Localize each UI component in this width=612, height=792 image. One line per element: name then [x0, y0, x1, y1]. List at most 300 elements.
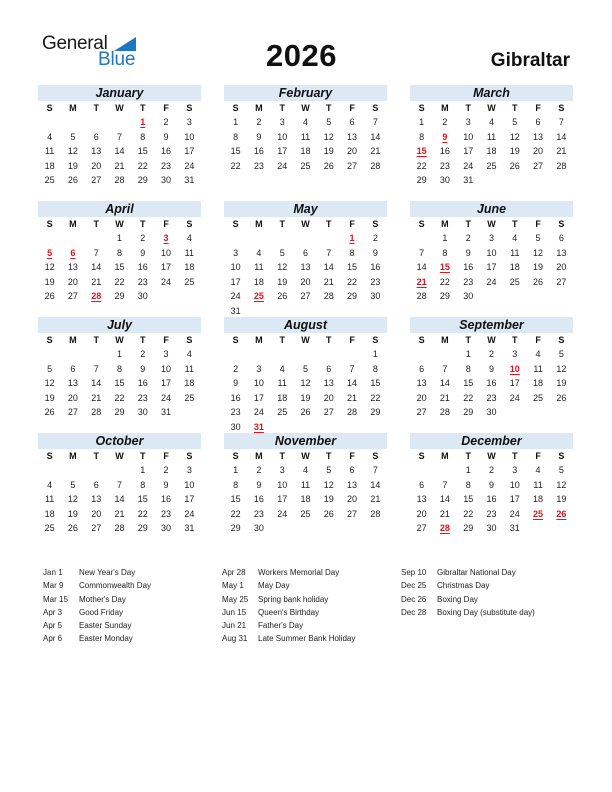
logo-text-blue: Blue [98, 49, 136, 70]
holiday-date-label: Jun 15 [222, 607, 247, 617]
date-cell: 12 [67, 494, 78, 504]
date-cell: 8 [233, 131, 239, 142]
date-cell: 25 [44, 175, 55, 185]
date-cell: 19 [67, 160, 78, 171]
holiday-date: 26 [556, 508, 567, 519]
weekday-label: T [465, 219, 471, 229]
month-may [224, 201, 387, 318]
weekday-label: F [163, 451, 169, 461]
date-cell: 27 [300, 291, 311, 301]
date-cell: 8 [140, 131, 146, 142]
date-cell: 26 [67, 175, 78, 185]
date-cell: 19 [533, 262, 544, 272]
empty-cell [85, 463, 108, 478]
date-cell: 2 [442, 117, 448, 127]
date-cell: 9 [233, 378, 239, 388]
holiday-date-label: Mar 15 [43, 594, 68, 604]
weekday-label: S [558, 103, 565, 113]
date-cell: 5 [47, 363, 53, 374]
date-cell: 30 [137, 291, 148, 301]
weekday-label: T [512, 219, 518, 229]
weekday-label: T [93, 219, 99, 229]
empty-cell [247, 231, 270, 246]
date-cell: 12 [533, 247, 544, 258]
date-cell: 24 [277, 508, 288, 519]
date-cell: 5 [70, 479, 76, 490]
date-cell: 19 [323, 494, 334, 504]
date-cell: 24 [184, 508, 195, 519]
date-cell: 23 [370, 276, 381, 287]
holiday-name: Christmas Day [437, 581, 490, 591]
weekday-label: S [372, 219, 379, 229]
date-cell: 8 [233, 479, 239, 490]
date-cell: 30 [137, 407, 148, 417]
holiday-column [222, 566, 402, 646]
holiday-date-label: Jan 1 [43, 568, 63, 577]
date-cell: 12 [509, 131, 520, 142]
month-title: December [410, 433, 573, 449]
holiday-item [222, 593, 402, 606]
empty-cell [85, 115, 108, 130]
date-cell: 17 [277, 146, 288, 156]
date-cell: 11 [254, 262, 264, 272]
weekday-label: S [232, 335, 239, 345]
date-cell: 27 [347, 160, 358, 171]
date-cell: 25 [44, 523, 55, 533]
date-cell: 29 [230, 523, 241, 533]
weekday-label: T [93, 335, 99, 345]
date-cell: 7 [93, 247, 99, 258]
month-april [38, 201, 201, 304]
holiday-date-label: Mar 9 [43, 581, 64, 591]
date-cell: 9 [140, 247, 146, 258]
empty-cell [433, 347, 456, 362]
date-cell: 12 [323, 479, 334, 490]
date-cell: 10 [486, 247, 497, 258]
date-cell: 29 [347, 291, 358, 301]
weekday-label: W [487, 103, 496, 113]
date-cell: 3 [488, 233, 494, 243]
date-cell: 1 [442, 233, 448, 243]
holiday-date: 25 [253, 291, 264, 301]
date-cell: 22 [463, 392, 474, 403]
holiday-date: 1 [140, 117, 146, 127]
weekday-label: M [255, 451, 263, 461]
weekday-label: S [558, 219, 565, 229]
date-cell: 11 [44, 146, 55, 156]
holiday-date-label: Apr 3 [43, 607, 63, 617]
date-cell: 19 [44, 392, 55, 403]
date-cell: 9 [372, 247, 378, 258]
date-cell: 7 [558, 117, 564, 127]
date-cell: 19 [300, 392, 311, 403]
holiday-date-label: Apr 28 [222, 568, 246, 577]
date-cell: 14 [347, 378, 358, 388]
date-cell: 30 [370, 291, 381, 301]
date-cell: 18 [509, 262, 520, 272]
date-cell: 5 [535, 233, 541, 243]
weekday-label: T [93, 451, 99, 461]
date-cell: 4 [512, 233, 518, 243]
weekday-label: S [46, 219, 53, 229]
holiday-name: Boxing Day [437, 594, 478, 604]
date-cell: 17 [277, 494, 288, 504]
date-cell: 8 [349, 247, 355, 258]
date-cell: 16 [486, 378, 497, 388]
date-cell: 16 [137, 262, 148, 272]
holiday-item [401, 579, 581, 592]
weekday-label: M [69, 103, 77, 113]
date-cell: 2 [233, 363, 239, 374]
date-cell: 13 [347, 131, 358, 142]
holiday-date: 28 [439, 523, 450, 533]
date-cell: 13 [533, 131, 544, 142]
date-cell: 15 [463, 494, 474, 504]
holiday-date: 10 [509, 363, 520, 374]
date-cell: 6 [419, 363, 425, 374]
date-cell: 26 [556, 392, 567, 403]
weekday-label: M [255, 103, 263, 113]
empty-cell [38, 347, 61, 362]
date-cell: 22 [416, 160, 427, 171]
date-cell: 27 [416, 407, 427, 417]
weekday-label: W [301, 219, 310, 229]
date-cell: 7 [442, 479, 448, 490]
date-cell: 16 [486, 494, 497, 504]
empty-cell [317, 347, 340, 362]
date-cell: 25 [184, 276, 195, 287]
date-cell: 17 [509, 494, 520, 504]
date-cell: 9 [488, 363, 494, 374]
date-cell: 3 [186, 465, 192, 475]
date-cell: 11 [533, 363, 543, 374]
date-cell: 12 [277, 262, 288, 272]
date-cell: 4 [302, 465, 308, 475]
holiday-date-label: May 1 [222, 581, 244, 591]
date-cell: 23 [137, 276, 148, 287]
date-cell: 12 [44, 378, 55, 388]
date-cell: 22 [347, 276, 358, 287]
holiday-date: 1 [349, 233, 355, 243]
date-cell: 28 [114, 523, 125, 533]
date-cell: 20 [67, 392, 78, 403]
date-cell: 31 [230, 305, 241, 316]
date-cell: 21 [91, 392, 102, 403]
date-cell: 10 [277, 131, 288, 142]
date-cell: 30 [230, 421, 241, 432]
holiday-date: 25 [533, 508, 544, 519]
holiday-item [222, 632, 402, 645]
date-cell: 29 [463, 523, 474, 533]
empty-cell [433, 463, 456, 478]
date-cell: 8 [465, 479, 471, 490]
empty-cell [294, 231, 317, 246]
date-cell: 7 [419, 247, 425, 258]
month-august [224, 317, 387, 434]
date-cell: 22 [230, 508, 241, 519]
weekday-label: M [69, 451, 77, 461]
date-cell: 18 [184, 378, 195, 388]
holiday-date: 3 [163, 233, 169, 243]
date-cell: 14 [91, 262, 102, 272]
empty-cell [410, 231, 433, 246]
date-cell: 14 [439, 378, 450, 388]
date-cell: 2 [163, 117, 169, 127]
date-cell: 23 [439, 160, 450, 171]
date-cell: 15 [137, 146, 148, 156]
date-cell: 12 [556, 479, 567, 490]
date-cell: 19 [323, 146, 334, 156]
date-cell: 11 [300, 131, 311, 142]
date-cell: 21 [439, 508, 450, 519]
holiday-item [401, 593, 581, 606]
date-cell: 22 [230, 160, 241, 171]
date-cell: 6 [70, 363, 76, 374]
date-cell: 21 [323, 276, 334, 287]
holiday-date: 15 [416, 146, 427, 156]
empty-cell [224, 231, 247, 246]
date-cell: 20 [347, 494, 358, 504]
date-cell: 9 [140, 363, 146, 374]
date-cell: 3 [512, 349, 518, 359]
date-cell: 13 [323, 378, 334, 388]
weekday-label: T [279, 219, 285, 229]
holiday-name: Good Friday [79, 607, 124, 617]
date-cell: 16 [253, 146, 264, 156]
empty-cell [38, 463, 61, 478]
weekday-label: S [186, 335, 193, 345]
weekday-label: W [115, 103, 124, 113]
date-cell: 22 [439, 276, 450, 287]
date-cell: 24 [509, 508, 520, 519]
date-cell: 7 [93, 363, 99, 374]
date-cell: 7 [442, 363, 448, 374]
date-cell: 10 [230, 262, 241, 272]
date-cell: 16 [161, 146, 172, 156]
holiday-date: 21 [416, 276, 427, 287]
date-cell: 23 [230, 407, 241, 417]
date-cell: 12 [300, 378, 311, 388]
date-cell: 17 [486, 262, 497, 272]
date-cell: 23 [137, 392, 148, 403]
date-cell: 27 [556, 276, 567, 287]
date-cell: 21 [347, 392, 358, 403]
date-cell: 12 [323, 131, 334, 142]
date-cell: 16 [137, 378, 148, 388]
weekday-label: T [512, 335, 518, 345]
date-cell: 11 [184, 363, 195, 374]
holiday-date: 9 [442, 131, 448, 142]
holiday-item [43, 606, 223, 619]
holiday-column [401, 566, 581, 619]
month-title: August [224, 317, 387, 333]
date-cell: 6 [535, 117, 541, 127]
date-cell: 17 [509, 378, 520, 388]
date-cell: 18 [533, 378, 544, 388]
date-cell: 5 [70, 131, 76, 142]
empty-cell [317, 231, 340, 246]
date-cell: 26 [277, 291, 288, 301]
date-cell: 14 [556, 131, 567, 142]
date-cell: 2 [372, 233, 378, 243]
month-december [410, 433, 573, 536]
empty-cell [294, 347, 317, 362]
weekday-label: F [349, 335, 355, 345]
weekday-label: T [279, 335, 285, 345]
date-cell: 27 [91, 175, 102, 185]
date-cell: 17 [161, 262, 172, 272]
date-cell: 13 [416, 378, 427, 388]
holiday-date-label: Apr 5 [43, 621, 63, 631]
date-cell: 27 [91, 523, 102, 533]
empty-cell [247, 347, 270, 362]
date-cell: 3 [233, 247, 239, 258]
date-cell: 19 [556, 378, 567, 388]
date-cell: 24 [230, 291, 241, 301]
date-cell: 12 [67, 146, 78, 156]
date-cell: 7 [116, 479, 122, 490]
holiday-name: Boxing Day (substitute day) [437, 607, 535, 617]
date-cell: 1 [465, 349, 471, 359]
weekday-label: W [301, 103, 310, 113]
date-cell: 16 [253, 494, 264, 504]
holiday-date: 15 [439, 262, 450, 272]
date-cell: 26 [323, 160, 334, 171]
date-cell: 31 [161, 407, 172, 417]
date-cell: 14 [370, 131, 381, 142]
date-cell: 21 [370, 494, 381, 504]
date-cell: 13 [347, 479, 358, 490]
date-cell: 4 [535, 465, 541, 475]
date-cell: 15 [463, 378, 474, 388]
date-cell: 13 [91, 494, 102, 504]
weekday-label: S [418, 451, 425, 461]
holiday-item [43, 566, 223, 579]
date-cell: 23 [463, 276, 474, 287]
date-cell: 8 [116, 363, 122, 374]
date-cell: 11 [300, 479, 311, 490]
weekday-label: F [349, 219, 355, 229]
weekday-label: S [372, 451, 379, 461]
date-cell: 19 [509, 146, 520, 156]
weekday-label: S [418, 103, 425, 113]
date-cell: 29 [114, 407, 125, 417]
holiday-name: Easter Sunday [79, 621, 132, 631]
date-cell: 30 [486, 523, 497, 533]
date-cell: 13 [91, 146, 102, 156]
date-cell: 14 [370, 479, 381, 490]
empty-cell [85, 347, 108, 362]
date-cell: 21 [439, 392, 450, 403]
date-cell: 18 [184, 262, 195, 272]
date-cell: 2 [256, 117, 262, 127]
weekday-label: W [115, 451, 124, 461]
date-cell: 28 [347, 407, 358, 417]
date-cell: 20 [416, 508, 427, 519]
weekday-label: S [186, 219, 193, 229]
weekday-label: S [372, 335, 379, 345]
date-cell: 25 [300, 508, 311, 519]
date-cell: 3 [465, 117, 471, 127]
date-cell: 26 [67, 523, 78, 533]
date-cell: 9 [488, 479, 494, 490]
holiday-item [401, 566, 581, 579]
date-cell: 19 [44, 276, 55, 287]
date-cell: 19 [67, 508, 78, 519]
date-cell: 26 [44, 291, 55, 301]
date-cell: 8 [140, 479, 146, 490]
date-cell: 20 [416, 392, 427, 403]
weekday-label: W [487, 335, 496, 345]
date-cell: 30 [253, 523, 264, 533]
date-cell: 11 [184, 247, 195, 258]
weekday-label: W [487, 451, 496, 461]
date-cell: 8 [442, 247, 448, 258]
holiday-date-label: Dec 26 [401, 594, 427, 604]
date-cell: 24 [277, 160, 288, 171]
date-cell: 3 [163, 349, 169, 359]
date-cell: 14 [439, 494, 450, 504]
date-cell: 3 [256, 363, 262, 374]
date-cell: 20 [91, 160, 102, 171]
date-cell: 15 [114, 378, 125, 388]
weekday-label: M [255, 335, 263, 345]
date-cell: 11 [510, 247, 520, 258]
date-cell: 4 [488, 117, 494, 127]
holiday-column [43, 566, 223, 646]
date-cell: 26 [323, 508, 334, 519]
date-cell: 31 [463, 175, 474, 185]
holiday-date-label: Apr 6 [43, 634, 63, 644]
date-cell: 14 [416, 262, 427, 272]
date-cell: 10 [184, 131, 195, 142]
holiday-item [401, 606, 581, 619]
date-cell: 8 [465, 363, 471, 374]
holiday-name: Mother's Day [79, 594, 126, 604]
date-cell: 1 [116, 233, 122, 243]
date-cell: 20 [67, 276, 78, 287]
date-cell: 16 [230, 392, 241, 403]
date-cell: 17 [161, 378, 172, 388]
weekday-label: W [487, 219, 496, 229]
date-cell: 7 [349, 363, 355, 374]
date-cell: 15 [370, 378, 381, 388]
date-cell: 2 [163, 465, 169, 475]
date-cell: 24 [161, 276, 172, 287]
date-cell: 20 [91, 508, 102, 519]
date-cell: 18 [253, 276, 264, 287]
weekday-label: W [115, 219, 124, 229]
date-cell: 30 [486, 407, 497, 417]
holiday-date: 6 [70, 247, 76, 258]
holiday-name: Queen's Birthday [258, 607, 320, 617]
date-cell: 27 [347, 508, 358, 519]
month-title: October [38, 433, 201, 449]
date-cell: 15 [137, 494, 148, 504]
empty-cell [410, 347, 433, 362]
weekday-label: M [441, 451, 449, 461]
date-cell: 27 [67, 407, 78, 417]
date-cell: 17 [184, 494, 195, 504]
weekday-label: S [232, 103, 239, 113]
month-title: January [38, 85, 201, 101]
weekday-label: S [558, 451, 565, 461]
date-cell: 7 [116, 131, 122, 142]
date-cell: 24 [463, 160, 474, 171]
month-title: May [224, 201, 387, 217]
holiday-date-label: Aug 31 [222, 634, 248, 644]
weekday-label: T [326, 335, 332, 345]
